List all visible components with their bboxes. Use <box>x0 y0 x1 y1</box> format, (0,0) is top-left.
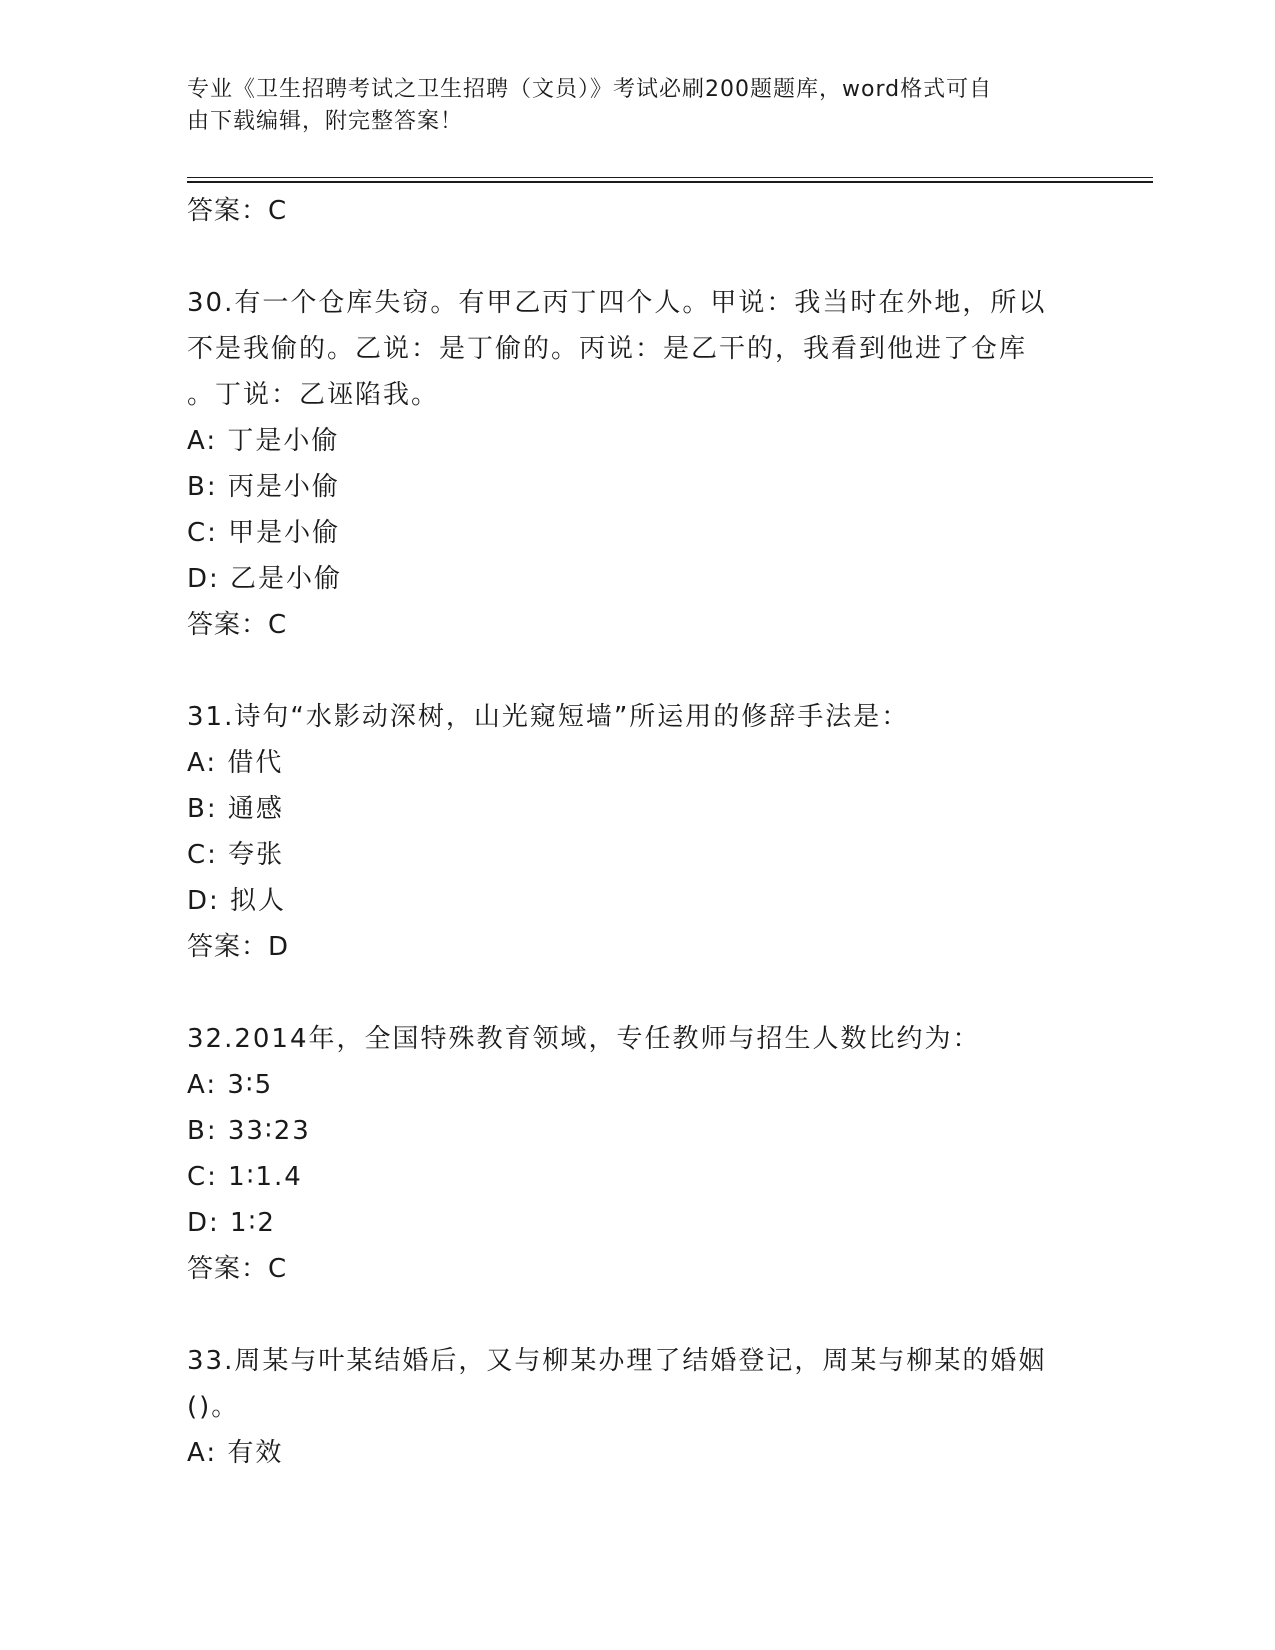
question-stem: 不是我偷的。乙说：是丁偷的。丙说：是乙干的，我看到他进了仓库 <box>187 334 1028 364</box>
option-c: C: 1∶1.4 <box>187 1162 303 1192</box>
option-b: B: 通感 <box>187 794 284 824</box>
option-a: A: 借代 <box>187 748 284 778</box>
header-rule-thick <box>187 181 1153 183</box>
option-b: B: 丙是小偷 <box>187 472 340 502</box>
question-block <box>187 1016 1087 1292</box>
answer-line: 答案：D <box>187 932 290 962</box>
answer-line: 答案：C <box>187 196 288 226</box>
option-d: D: 1∶2 <box>187 1208 276 1238</box>
question-stem: 33.周某与叶某结婚后，又与柳某办理了结婚登记，周某与柳某的婚姻 <box>187 1346 1047 1376</box>
question-block <box>187 1338 1087 1476</box>
option-d: D: 拟人 <box>187 886 287 916</box>
header-line-2: 由下载编辑，附完整答案！ <box>187 109 464 134</box>
header-line-1: 专业《卫生招聘考试之卫生招聘（文员）》考试必刷200题题库，word格式可自 <box>187 77 993 102</box>
answer-line: 答案：C <box>187 610 288 640</box>
option-a: A: 3∶5 <box>187 1070 274 1100</box>
question-stem: 32.2014年，全国特殊教育领域，专任教师与招生人数比约为： <box>187 1024 981 1054</box>
option-d: D: 乙是小偷 <box>187 564 343 594</box>
question-block <box>187 280 1087 648</box>
option-a: A: 有效 <box>187 1438 284 1468</box>
question-stem: 31.诗句“水影动深树，山光窥短墙”所运用的修辞手法是： <box>187 702 910 732</box>
header-rule-thin <box>187 177 1153 178</box>
option-a: A: 丁是小偷 <box>187 426 340 456</box>
question-stem: ()。 <box>187 1392 240 1422</box>
question-stem: 30.有一个仓库失窃。有甲乙丙丁四个人。甲说：我当时在外地，所以 <box>187 288 1047 318</box>
option-c: C: 夸张 <box>187 840 285 870</box>
question-block <box>187 694 1087 970</box>
question-stem: 。丁说：乙诬陷我。 <box>187 380 440 410</box>
document-header <box>187 74 1067 138</box>
question-content <box>187 188 1087 1476</box>
answer-line: 答案：C <box>187 1254 288 1284</box>
option-b: B: 33∶23 <box>187 1116 311 1146</box>
option-c: C: 甲是小偷 <box>187 518 341 548</box>
